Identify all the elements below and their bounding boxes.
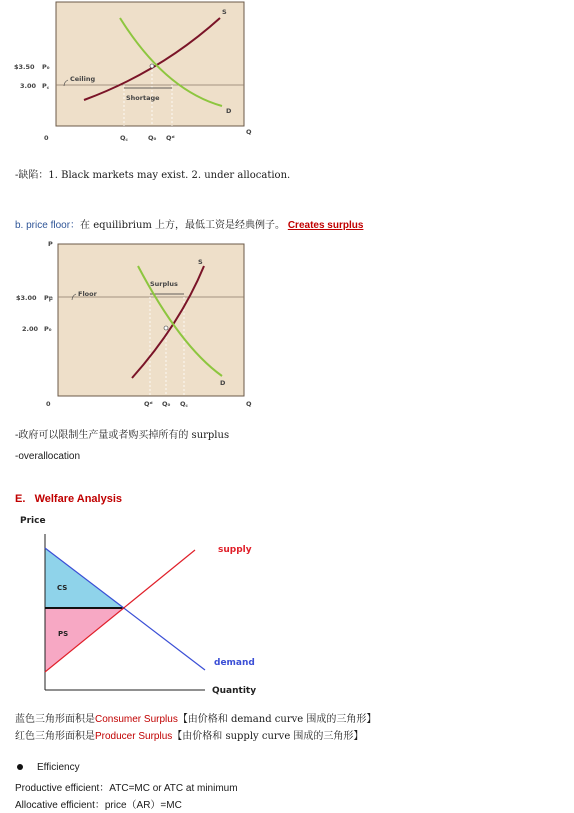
label-d: D xyxy=(226,107,232,115)
label-surplus: Surplus xyxy=(150,280,178,288)
quantity-label: Quantity xyxy=(212,686,257,696)
price-low-sym: P₀ xyxy=(44,325,52,333)
price-high: $3.00 xyxy=(16,294,37,302)
ps-note-post: 【由价格和 supply curve 围成的三角形】 xyxy=(172,731,364,742)
section-e-title: Welfare Analysis xyxy=(34,493,123,505)
axis-q: Q xyxy=(246,400,252,408)
q-label-2: Q꜀ xyxy=(180,400,188,408)
bullet-dot xyxy=(17,764,23,770)
welfare-graph xyxy=(0,510,300,700)
overallocation-line: -overallocation xyxy=(15,451,81,462)
label-s: S xyxy=(222,8,227,16)
label-floor: Floor xyxy=(78,290,97,298)
label-d: D xyxy=(220,379,226,387)
defects-line: -缺陷：1. Black markets may exist. 2. under allocation. xyxy=(15,170,291,181)
section-e-heading xyxy=(15,493,122,505)
demand-label: demand xyxy=(214,658,255,668)
q-label-1: Q₀ xyxy=(148,134,157,142)
cs-note-term: Consumer Surplus xyxy=(95,714,178,725)
equilibrium-point xyxy=(150,64,154,68)
q-label-0: Q꜀ xyxy=(120,134,128,142)
price-high: $3.50 xyxy=(14,63,35,71)
origin: 0 xyxy=(44,134,49,142)
label-ceiling: Ceiling xyxy=(70,75,96,83)
equilibrium-point xyxy=(164,326,168,330)
ps-note xyxy=(15,727,363,742)
label-s: S xyxy=(198,258,203,266)
creates-surplus: Creates surplus xyxy=(287,220,364,231)
price-low-sym: P꜀ xyxy=(42,82,50,90)
productive-efficient: Productive efficient：ATC=MC or ATC at minimum xyxy=(15,783,238,794)
price-floor-line xyxy=(15,216,363,231)
price-floor-prefix: b. price floor： xyxy=(15,220,81,231)
origin: 0 xyxy=(46,400,51,408)
label-shortage: Shortage xyxy=(126,94,160,102)
ps-label: PS xyxy=(58,630,69,638)
q-label-1: Q₀ xyxy=(162,400,171,408)
ps-note-pre: 红色三角形面积是 xyxy=(15,731,95,742)
axis-q: Q xyxy=(246,128,252,136)
axis-p: P xyxy=(48,240,53,248)
cs-note xyxy=(15,710,376,725)
efficiency-bullet xyxy=(17,762,80,773)
axis-price-label: Price xyxy=(20,516,46,526)
price-high-sym: Pբ xyxy=(44,294,53,302)
price-low: 2.00 xyxy=(22,325,39,333)
price-floor-graph xyxy=(0,234,280,414)
ps-note-term: Producer Surplus xyxy=(95,731,173,742)
cs-note-post: 【由价格和 demand curve 围成的三角形】 xyxy=(177,714,377,725)
efficiency-title: Efficiency xyxy=(37,762,80,773)
q-label-2: Qᵈ xyxy=(166,134,175,142)
cs-label: CS xyxy=(57,584,68,592)
government-line: -政府可以限制生产量或者购买掉所有的 surplus xyxy=(15,430,230,441)
supply-label: supply xyxy=(218,545,252,555)
cs-note-pre: 蓝色三角形面积是 xyxy=(15,714,95,725)
section-e-marker: E. xyxy=(15,493,26,505)
allocative-efficient: Allocative efficient：price（AR）=MC xyxy=(15,800,182,811)
price-floor-body: 在 equilibrium 上方，最低工资是经典例子。 xyxy=(80,220,286,231)
graph-background xyxy=(58,244,244,396)
price-high-sym: P₀ xyxy=(42,63,50,71)
price-low: 3.00 xyxy=(20,82,37,90)
price-ceiling-graph xyxy=(0,0,280,150)
q-label-0: Qᵈ xyxy=(144,400,153,408)
